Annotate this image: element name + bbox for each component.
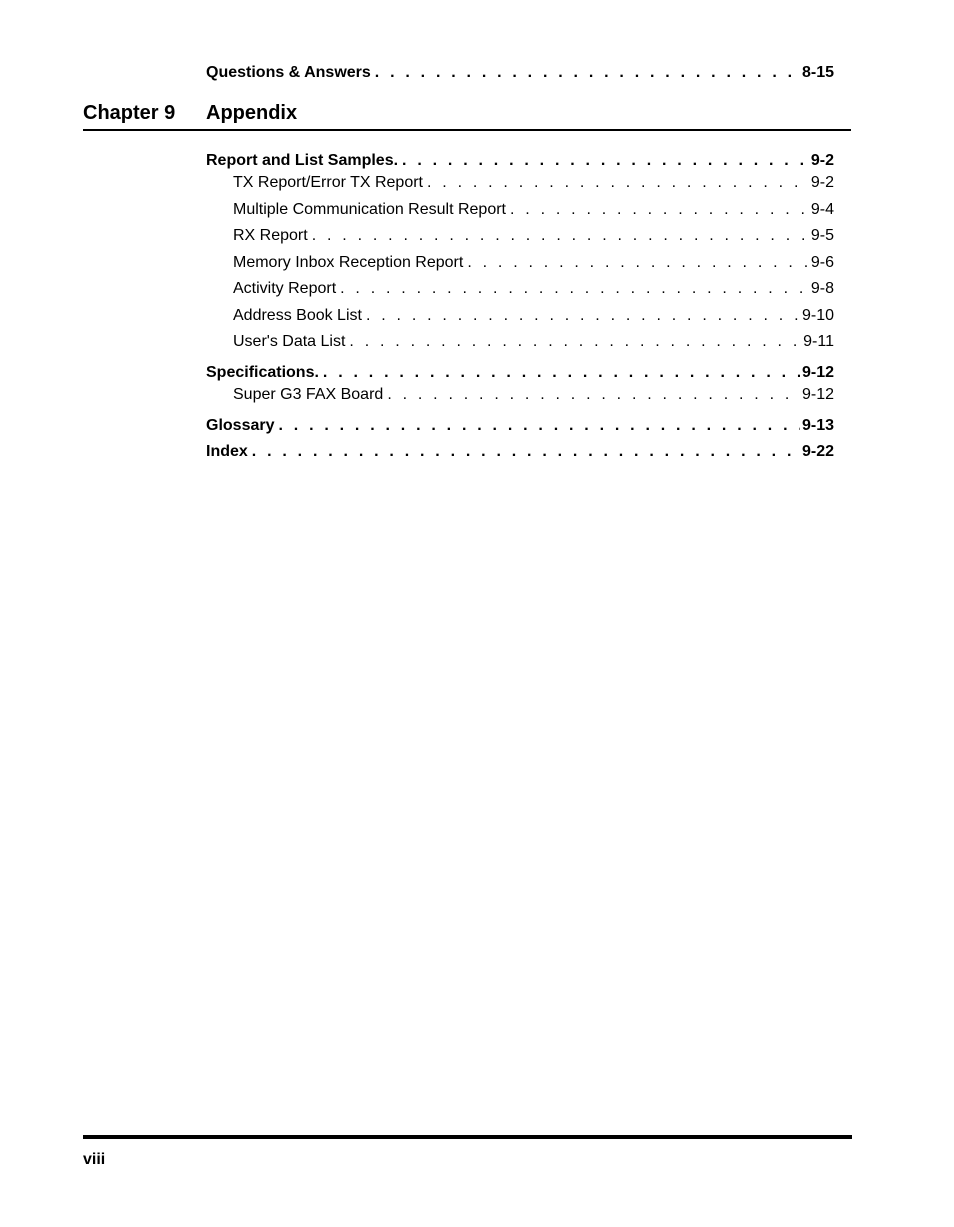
dot-leader [323, 363, 800, 383]
dot-leader [349, 332, 801, 352]
toc-entry-page: 9-11 [803, 333, 834, 350]
toc-entry-page: 9-5 [810, 227, 834, 244]
footer-rule [83, 1135, 852, 1139]
toc-entry-glossary[interactable] [206, 416, 834, 436]
toc-entry-super-g3-fax-board[interactable] [233, 385, 834, 405]
toc-entry-title: Memory Inbox Reception Report [233, 254, 464, 271]
toc-entry-multiple-communication-result-report[interactable] [233, 200, 834, 220]
toc-entry-memory-inbox-reception-report[interactable] [233, 253, 834, 273]
chapter-title: Appendix [206, 102, 298, 124]
dot-leader [375, 63, 800, 83]
toc-entry-page: 9-6 [810, 254, 834, 271]
footer-page-number: viii [83, 1151, 106, 1168]
dot-leader [467, 253, 809, 273]
toc-entry-title: User's Data List [233, 333, 346, 350]
toc-entry-title: Activity Report [233, 280, 337, 297]
dot-leader [278, 416, 799, 436]
toc-entry-title: Report and List Samples. [206, 152, 399, 169]
toc-entry-title: TX Report/Error TX Report [233, 174, 423, 191]
toc-entry-title: Specifications. [206, 364, 319, 381]
dot-leader [340, 279, 809, 299]
dot-leader [252, 442, 800, 462]
dot-leader [427, 173, 809, 193]
toc-entry-title: Glossary [206, 417, 275, 434]
toc-entry-page: 9-8 [810, 280, 834, 297]
toc-entry-page: 9-10 [801, 307, 834, 324]
toc-entry-report-list-samples[interactable] [206, 151, 834, 171]
toc-entry-page: 9-13 [801, 417, 834, 434]
chapter-number: Chapter 9 [83, 102, 176, 124]
toc-entry-address-book-list[interactable] [233, 306, 834, 326]
toc-entry-title: Address Book List [233, 307, 362, 324]
toc-entry-title: Questions & Answers [206, 64, 371, 81]
toc-entry-specifications[interactable] [206, 363, 834, 383]
toc-entry-page: 9-12 [801, 386, 834, 403]
toc-entry-tx-report[interactable] [233, 173, 834, 193]
toc-entry-page: 9-2 [810, 174, 834, 191]
toc-entry-questions-answers[interactable] [206, 63, 834, 83]
dot-leader [312, 226, 809, 246]
dot-leader [366, 306, 800, 326]
chapter-heading [83, 100, 851, 130]
toc-entry-page: 9-12 [801, 364, 834, 381]
toc-entry-users-data-list[interactable] [233, 332, 834, 352]
toc-entry-activity-report[interactable] [233, 279, 834, 299]
toc-entry-title: Index [206, 443, 248, 460]
toc-entry-title: RX Report [233, 227, 308, 244]
toc-entry-page: 9-4 [810, 201, 834, 218]
dot-leader [387, 385, 800, 405]
toc-entry-page: 8-15 [801, 64, 834, 81]
toc-entry-page: 9-22 [801, 443, 834, 460]
toc-entry-rx-report[interactable] [233, 226, 834, 246]
toc-entry-title: Super G3 FAX Board [233, 386, 384, 403]
toc-entry-page: 9-2 [810, 152, 834, 169]
toc-entry-title: Multiple Communication Result Report [233, 201, 506, 218]
chapter-rule [83, 129, 851, 131]
dot-leader [510, 200, 809, 220]
dot-leader [402, 151, 809, 171]
toc-entry-index[interactable] [206, 442, 834, 462]
